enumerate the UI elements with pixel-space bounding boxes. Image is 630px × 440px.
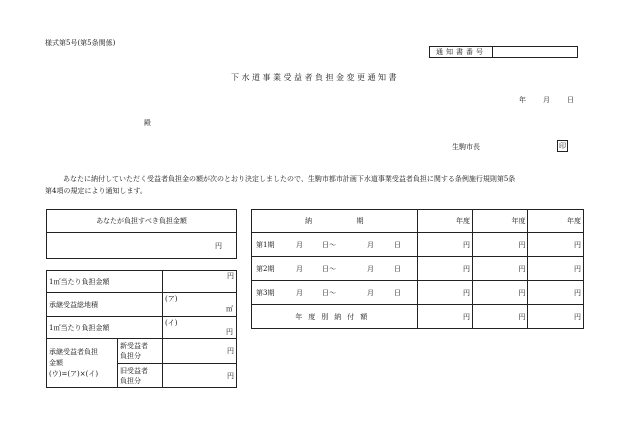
per-m2-amount-unit-2: 円 bbox=[226, 328, 233, 336]
notice-number-label: 通知書番号 bbox=[430, 47, 493, 58]
period-2-name: 第2期 bbox=[256, 265, 275, 273]
total-area-unit: ㎡ bbox=[226, 305, 233, 313]
total-area-cell bbox=[163, 293, 237, 317]
fiscal-year-header-2: 年度 bbox=[473, 210, 528, 233]
date-month: 月 bbox=[543, 96, 550, 104]
new-beneficiary-label-b: 負担分 bbox=[120, 352, 141, 360]
new-beneficiary-unit: 円 bbox=[163, 339, 237, 364]
page-title: 下水道事業受益者負担金変更通知書 bbox=[231, 73, 399, 82]
date-day: 日 bbox=[567, 96, 574, 104]
period-2-unit-1: 円 bbox=[417, 257, 472, 281]
period-2-month-start: 月 bbox=[296, 265, 303, 273]
new-beneficiary-label bbox=[118, 339, 163, 364]
successor-burden-label bbox=[47, 339, 118, 388]
notice-number-value[interactable] bbox=[493, 47, 578, 58]
term-header-b: 期 bbox=[356, 217, 364, 225]
period-1-unit-3: 円 bbox=[528, 233, 584, 257]
period-3-unit-2: 円 bbox=[473, 281, 528, 305]
period-1-month-end: 月 bbox=[367, 241, 374, 249]
total-area-label: 承継受益総地積 bbox=[47, 293, 163, 317]
total-row bbox=[252, 305, 584, 329]
issuer-name: 生駒市長 bbox=[452, 143, 480, 151]
new-beneficiary-label-a: 新受益者 bbox=[120, 342, 148, 350]
mark-i: (イ) bbox=[165, 319, 178, 327]
period-row-1 bbox=[252, 233, 584, 257]
period-1-day-end: 日 bbox=[394, 241, 401, 249]
fiscal-year-header-1: 年度 bbox=[417, 210, 472, 233]
period-3-unit-3: 円 bbox=[528, 281, 584, 305]
period-row-3 bbox=[252, 281, 584, 305]
annual-total-unit-1: 円 bbox=[417, 305, 472, 329]
period-2-unit-2: 円 bbox=[473, 257, 528, 281]
period-3-day-end: 日 bbox=[394, 289, 401, 297]
burden-amount-header: あなたが負担すべき負担金額 bbox=[47, 210, 237, 233]
period-3-month-end: 月 bbox=[367, 289, 374, 297]
period-3-name: 第3期 bbox=[256, 289, 275, 297]
burden-amount-unit: 円 bbox=[47, 233, 237, 259]
period-1-unit-2: 円 bbox=[473, 233, 528, 257]
period-1-day-start: 日～ bbox=[322, 241, 336, 249]
body-text-line-2: 第4項の規定により通知します。 bbox=[45, 187, 147, 195]
successor-burden-label-a: 承継受益者負担 bbox=[49, 347, 98, 356]
old-beneficiary-label-b: 負担分 bbox=[120, 376, 141, 385]
successor-burden-label-b: 金額 bbox=[49, 358, 63, 367]
old-beneficiary-label bbox=[118, 364, 163, 388]
period-3-month-start: 月 bbox=[296, 289, 303, 297]
fiscal-year-header-3: 年度 bbox=[528, 210, 584, 233]
period-2-day-start: 日～ bbox=[322, 265, 336, 273]
addressee-suffix: 殿 bbox=[144, 119, 151, 127]
old-beneficiary-unit: 円 bbox=[163, 364, 237, 388]
term-header-a: 納 bbox=[305, 217, 313, 225]
mark-a: (ア) bbox=[165, 295, 178, 303]
per-m2-amount-cell-2 bbox=[163, 317, 237, 339]
annual-total-unit-2: 円 bbox=[473, 305, 528, 329]
period-2-day-end: 日 bbox=[394, 265, 401, 273]
per-m2-amount-label: 1㎡当たり負担金額 bbox=[47, 271, 163, 293]
period-row-2 bbox=[252, 257, 584, 281]
successor-table bbox=[46, 270, 237, 388]
period-2-unit-3: 円 bbox=[528, 257, 584, 281]
period-3-unit-1: 円 bbox=[417, 281, 472, 305]
period-1-term bbox=[252, 233, 418, 257]
period-2-month-end: 月 bbox=[367, 265, 374, 273]
date-year: 年 bbox=[519, 96, 526, 104]
period-1-name: 第1期 bbox=[256, 241, 275, 249]
annual-total-label: 年度別納付額 bbox=[252, 305, 418, 329]
period-3-day-start: 日～ bbox=[322, 289, 336, 297]
form-number: 様式第5号(第5条関係) bbox=[45, 39, 116, 47]
term-header bbox=[252, 210, 418, 233]
payment-schedule-table bbox=[251, 209, 584, 329]
burden-amount-table bbox=[46, 209, 237, 259]
seal-mark: 印 bbox=[559, 142, 566, 150]
annual-total-unit-3: 円 bbox=[528, 305, 584, 329]
successor-burden-label-c: (ウ)=(ア)×(イ) bbox=[49, 369, 99, 378]
per-m2-amount-label-2: 1㎡当たり負担金額 bbox=[47, 317, 163, 339]
period-3-term bbox=[252, 281, 418, 305]
period-2-term bbox=[252, 257, 418, 281]
period-1-month-start: 月 bbox=[296, 241, 303, 249]
body-text-line-1: あなたに納付していただく受益者負担金の額が次のとおり決定しましたので、生駒市都市計画下水道事業受益者負担に関する条例施行規則第5条 bbox=[63, 175, 516, 183]
old-beneficiary-label-a: 旧受益者 bbox=[120, 366, 148, 375]
per-m2-amount-unit: 円 bbox=[163, 271, 237, 293]
period-1-unit-1: 円 bbox=[417, 233, 472, 257]
notice-number-box bbox=[429, 46, 578, 58]
